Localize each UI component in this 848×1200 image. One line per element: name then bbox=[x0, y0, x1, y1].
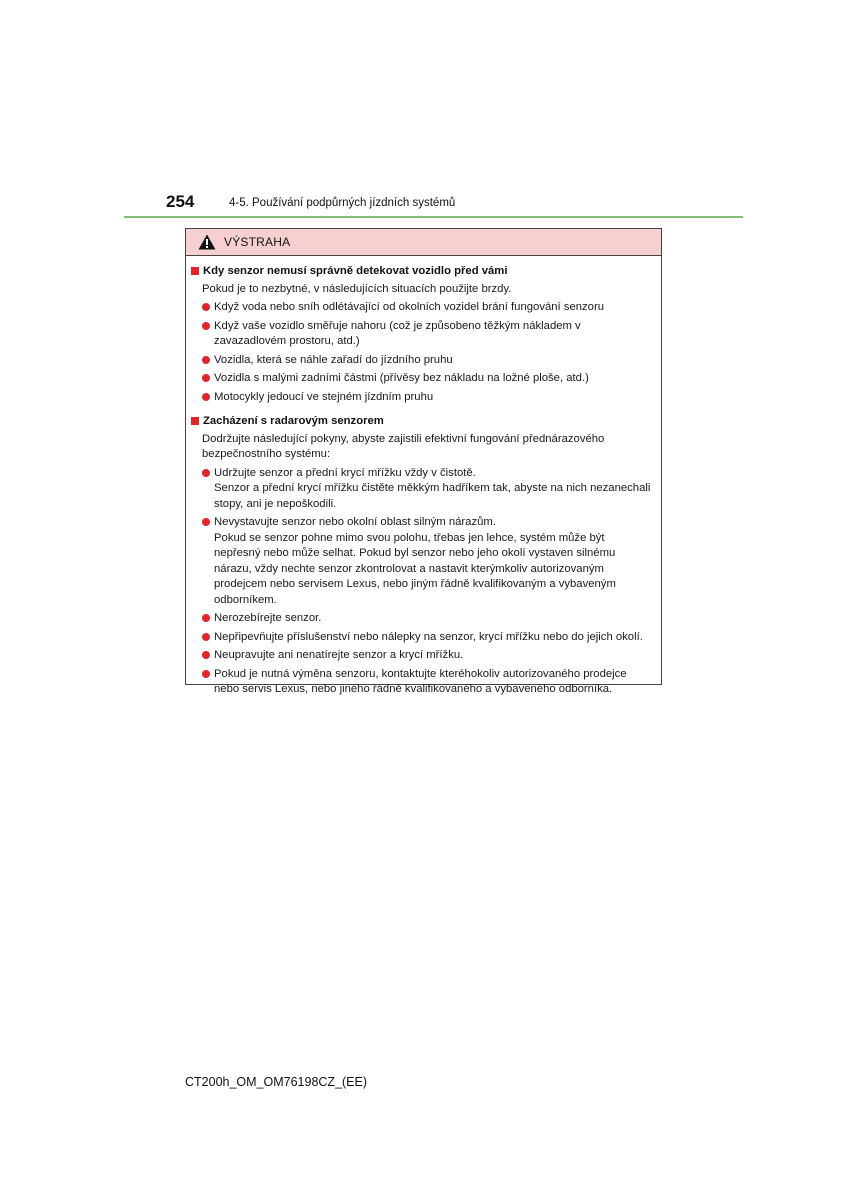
section-intro: Dodržujte následující pokyny, abyste zajistili efektivní fungování přednárazového bezpečnostního systému: bbox=[202, 432, 605, 460]
document-code: CT200h_OM_OM76198CZ_(EE) bbox=[185, 1075, 368, 1089]
section-heading-text: Zacházení s radarovým senzorem bbox=[203, 415, 384, 427]
round-bullet-icon bbox=[202, 393, 210, 401]
list-item-text: Nerozebírejte senzor. bbox=[214, 612, 322, 624]
square-bullet-icon bbox=[191, 267, 199, 275]
warning-content bbox=[186, 255, 661, 698]
page-number: 254 bbox=[166, 192, 195, 211]
warning-title: VÝSTRAHA bbox=[224, 235, 291, 249]
section-heading bbox=[186, 264, 661, 280]
list-item bbox=[186, 300, 661, 316]
list-item bbox=[186, 371, 661, 387]
round-bullet-icon bbox=[202, 356, 210, 364]
round-bullet-icon bbox=[202, 518, 210, 526]
section-title: 4-5. Používání podpůrných jízdních systémů bbox=[229, 197, 456, 209]
list-item-text: Senzor a přední krycí mřížku čistěte měkkým hadříkem tak, abyste na nich nezanechali stopy, ani je nepoškodili. bbox=[214, 482, 651, 510]
list-item-text: Pokud se senzor pohne mimo svou polohu, třebas jen lehce, systém může být nepřesný nebo může selhat. Pokud byl senzor nebo jeho okolí vystaven silnému nárazu, vždy nechte senzor zkontrolovat a nastavit kterýmkoliv autorizovaným prodejcem nebo servisem Lexus, nebo jiným řádně kvalifikovaným a vybaveným odborníkem. bbox=[214, 531, 616, 606]
list-item-text: Když vaše vozidlo směřuje nahoru (což je způsobeno těžkým nákladem v zavazadlovém prostoru, atd.) bbox=[214, 319, 581, 347]
warning-triangle-icon bbox=[198, 234, 216, 250]
list-item-text: Neupravujte ani nenatírejte senzor a krycí mřížku. bbox=[214, 649, 464, 661]
list-item bbox=[186, 611, 661, 627]
section-heading bbox=[186, 414, 661, 430]
list-item-text: Vozidla s malými zadními částmi (přívěsy bez nákladu na ložné ploše, atd.) bbox=[214, 372, 589, 384]
round-bullet-icon bbox=[202, 322, 210, 330]
list-item-text: Když voda nebo sníh odlétávající od okolních vozidel brání fungování senzoru bbox=[214, 301, 604, 313]
list-item-text: Udržujte senzor a přední krycí mřížku vždy v čistotě. bbox=[214, 466, 476, 479]
warning-header bbox=[186, 229, 661, 256]
round-bullet-icon bbox=[202, 670, 210, 678]
list-item-text: Nevystavujte senzor nebo okolní oblast silným nárazům. bbox=[214, 516, 496, 528]
list-item-text: Nepřipevňujte příslušenství nebo nálepky na senzor, krycí mřížku nebo do jejich okolí. bbox=[214, 630, 643, 643]
list-item-text: Vozidla, která se náhle zařadí do jízdního pruhu bbox=[214, 353, 453, 366]
section-heading-text: Kdy senzor nemusí správně detekovat vozidlo před vámi bbox=[203, 265, 508, 277]
round-bullet-icon bbox=[202, 651, 210, 659]
list-item bbox=[186, 353, 661, 369]
list-item bbox=[186, 390, 661, 406]
list-item bbox=[186, 667, 661, 698]
round-bullet-icon bbox=[202, 374, 210, 382]
square-bullet-icon bbox=[191, 417, 199, 425]
round-bullet-icon bbox=[202, 633, 210, 641]
list-item bbox=[186, 648, 661, 664]
round-bullet-icon bbox=[202, 469, 210, 477]
list-item bbox=[186, 630, 661, 646]
round-bullet-icon bbox=[202, 614, 210, 622]
round-bullet-icon bbox=[202, 303, 210, 311]
warning-box bbox=[185, 228, 662, 695]
list-item bbox=[186, 515, 661, 608]
list-item bbox=[186, 466, 661, 513]
list-item-text: Pokud je nutná výměna senzoru, kontaktujte kteréhokoliv autorizovaného prodejce nebo servis Lexus, nebo jiného řádně kvalifikovaného a vybaveného odborníka. bbox=[214, 667, 627, 695]
section-intro: Pokud je to nezbytné, v následujících situacích použijte brzdy. bbox=[202, 282, 512, 295]
list-item bbox=[186, 319, 661, 350]
list-item-text: Motocykly jedoucí ve stejném jízdním pruhu bbox=[214, 390, 434, 403]
header-rule bbox=[124, 216, 743, 218]
